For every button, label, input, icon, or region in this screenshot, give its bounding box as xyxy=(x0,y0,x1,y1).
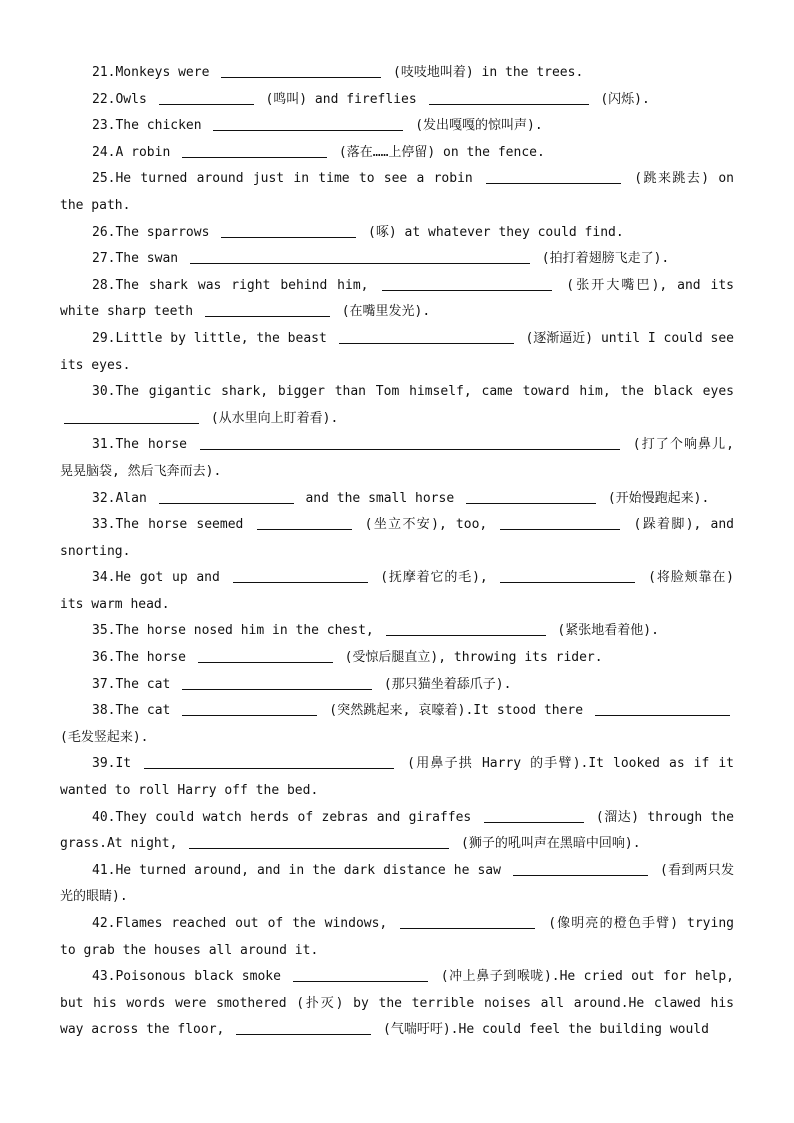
item-text: 35.The horse nosed him in the chest, xyxy=(92,623,382,639)
item-text: 24.A robin xyxy=(92,144,179,160)
exercise-item-30 xyxy=(60,379,742,432)
item-text: (紧张地看着他). xyxy=(549,623,659,639)
answer-blank[interactable] xyxy=(64,409,199,424)
answer-blank[interactable] xyxy=(500,515,620,530)
exercise-item-25 xyxy=(60,166,742,219)
exercise-item-37 xyxy=(60,672,734,699)
exercise-item-21 xyxy=(60,60,734,87)
item-text: 30.The gigantic shark, bigger than Tom himself, came toward him, the black eyes xyxy=(92,384,742,400)
exercise-item-43 xyxy=(60,964,742,1044)
item-text: 42.Flames reached out of the windows, xyxy=(92,916,397,931)
item-text: 37.The cat xyxy=(92,676,179,692)
item-text: (跳来跳去) on the path. xyxy=(60,171,742,213)
item-text: (从水里向上盯着看). xyxy=(203,410,339,426)
answer-blank[interactable] xyxy=(382,276,552,291)
answer-blank[interactable] xyxy=(182,143,327,158)
answer-blank[interactable] xyxy=(198,648,333,663)
exercise-item-41 xyxy=(60,858,734,911)
answer-blank[interactable] xyxy=(513,861,648,876)
item-text: (坐立不安), too, xyxy=(355,517,497,533)
item-text: (冲上鼻子到喉咙).He cried out for help, but his words were smothered (扑灭) by the terrible noises all around.He clawed his way across the floor, xyxy=(60,969,742,1038)
item-text: (打了个响鼻儿, 晃晃脑袋, 然后飞奔而去). xyxy=(60,437,742,479)
item-text: 25.He turned around just in time to see a robin xyxy=(92,171,482,187)
item-text: 39.It xyxy=(92,756,141,772)
item-text: (落在……上停留) on the fence. xyxy=(331,144,545,160)
item-text: (跺着脚), and snorting. xyxy=(60,517,742,559)
answer-blank[interactable] xyxy=(144,754,394,769)
answer-blank[interactable] xyxy=(500,568,635,583)
item-text: (受惊后腿直立), throwing its rider. xyxy=(336,650,603,666)
item-text: (毛发竖起来). xyxy=(60,703,742,745)
answer-blank[interactable] xyxy=(200,435,620,450)
item-text: 41.He turned around, and in the dark distance he saw xyxy=(92,862,510,878)
answer-blank[interactable] xyxy=(221,63,381,78)
item-text: 27.The swan xyxy=(92,251,186,267)
answer-blank[interactable] xyxy=(386,621,546,636)
exercise-item-36 xyxy=(60,645,734,672)
item-text: (啄) at whatever they could find. xyxy=(360,224,624,240)
answer-blank[interactable] xyxy=(159,489,294,504)
exercise-item-27 xyxy=(60,246,734,273)
exercise-item-38 xyxy=(60,698,742,751)
item-text: (溜达) through the grass.At night, xyxy=(60,809,742,852)
answer-blank[interactable] xyxy=(182,675,372,690)
exercise-item-32 xyxy=(60,486,734,513)
item-text: 29.Little by little, the beast xyxy=(92,330,335,346)
answer-blank[interactable] xyxy=(429,90,589,105)
item-text: 40.They could watch herds of zebras and giraffes xyxy=(92,809,480,825)
exercise-page xyxy=(60,60,742,1044)
item-text: and the small horse xyxy=(297,490,462,506)
answer-blank[interactable] xyxy=(190,249,530,264)
answer-blank[interactable] xyxy=(233,568,368,583)
answer-blank[interactable] xyxy=(595,701,730,716)
exercise-item-29 xyxy=(60,326,742,379)
answer-blank[interactable] xyxy=(205,302,330,317)
item-text: (拍打着翅膀飞走了). xyxy=(533,251,670,267)
item-text: (开始慢跑起来). xyxy=(600,490,710,506)
answer-blank[interactable] xyxy=(221,223,356,238)
answer-blank[interactable] xyxy=(293,967,428,982)
answer-blank[interactable] xyxy=(236,1020,371,1035)
answer-blank[interactable] xyxy=(257,515,352,530)
answer-blank[interactable] xyxy=(486,169,621,184)
item-text: (吱吱地叫着) in the trees. xyxy=(385,65,584,80)
exercise-item-22 xyxy=(60,87,734,114)
answer-blank[interactable] xyxy=(400,914,535,929)
exercise-item-28 xyxy=(60,273,742,326)
answer-blank[interactable] xyxy=(339,329,514,344)
item-text: (用鼻子拱 Harry 的手臂).It looked as if it wanted to roll Harry off the bed. xyxy=(60,756,742,799)
item-text: (看到两只发光的眼睛). xyxy=(60,862,734,905)
answer-blank[interactable] xyxy=(484,808,584,823)
item-text: 23.The chicken xyxy=(92,118,210,134)
item-text: (那只猫坐着舔爪子). xyxy=(376,676,512,692)
exercise-item-42 xyxy=(60,911,742,964)
item-text: 21.Monkeys were xyxy=(92,65,218,80)
item-text: 33.The horse seemed xyxy=(92,517,253,533)
exercise-item-35 xyxy=(60,618,734,645)
item-text: 43.Poisonous black smoke xyxy=(92,969,290,985)
item-text: (发出嘎嘎的惊叫声). xyxy=(407,118,543,134)
item-text: 36.The horse xyxy=(92,650,194,666)
item-text: 38.The cat xyxy=(92,703,179,719)
item-text: (突然跳起来, 哀嚎着).It stood there xyxy=(321,703,591,719)
answer-blank[interactable] xyxy=(159,90,254,105)
answer-blank[interactable] xyxy=(182,701,317,716)
exercise-item-23 xyxy=(60,113,734,140)
item-text: 32.Alan xyxy=(92,490,155,506)
answer-blank[interactable] xyxy=(189,834,449,849)
exercise-item-24 xyxy=(60,140,734,167)
item-text: (逐渐逼近) until I could see its eyes. xyxy=(60,330,742,373)
item-text: (鸣叫) and fireflies xyxy=(257,91,425,107)
item-text: (将脸颊靠在) its warm head. xyxy=(60,570,742,612)
item-text: (狮子的吼叫声在黑暗中回响). xyxy=(453,836,641,852)
item-text: (气喘吁吁).He could feel the building would xyxy=(375,1022,709,1038)
item-text: (抚摩着它的毛), xyxy=(371,570,497,586)
answer-blank[interactable] xyxy=(213,116,403,131)
item-text: (像明亮的橙色手臂) trying to grab the houses all around it. xyxy=(60,916,742,958)
exercise-item-31 xyxy=(60,432,742,485)
item-text: (在嘴里发光). xyxy=(333,304,431,320)
item-text: 28.The shark was right behind him, xyxy=(92,277,379,293)
answer-blank[interactable] xyxy=(466,489,596,504)
exercise-item-39 xyxy=(60,751,742,804)
exercise-item-33 xyxy=(60,512,742,565)
exercise-item-34 xyxy=(60,565,742,618)
exercise-item-40 xyxy=(60,805,742,858)
item-text: 34.He got up and xyxy=(92,570,229,586)
item-text: 22.Owls xyxy=(92,91,155,107)
item-text: (张开大嘴巴), and its white sharp teeth xyxy=(60,277,742,320)
item-text: 26.The sparrows xyxy=(92,224,218,240)
item-text: (闪烁). xyxy=(592,91,650,107)
item-text: 31.The horse xyxy=(92,437,196,453)
exercise-item-26 xyxy=(60,220,734,247)
